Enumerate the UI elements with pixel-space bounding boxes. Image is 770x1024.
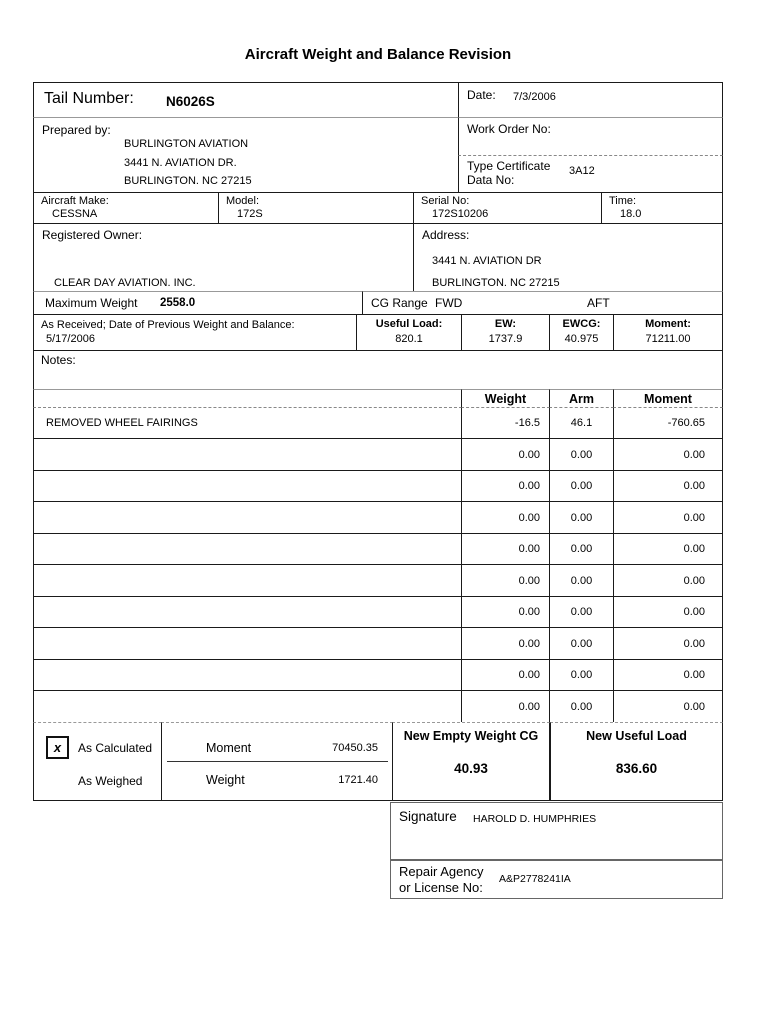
new-empty-weight-cg-label: New Empty Weight CG [403,729,539,743]
table-row-weight[interactable]: 0.00 [461,470,550,502]
table-row-arm[interactable]: 0.00 [549,659,614,691]
type-certificate-cell [458,156,723,193]
table-header-moment: Moment [613,389,723,408]
prepared-by-line2[interactable]: 3441 N. AVIATION DR. [124,157,237,169]
repair-agency-value[interactable]: A&P2778241IA [499,873,571,885]
ewcg-cell [549,314,614,351]
time-value[interactable]: 18.0 [620,208,642,220]
ewcg-label: EWCG: [562,318,601,330]
maximum-weight-value[interactable]: 2558.0 [160,297,196,309]
serial-value[interactable]: 172S10206 [432,208,489,220]
ewcg-value[interactable]: 40.975 [564,333,599,345]
work-order-cell [458,117,723,156]
new-useful-load-cell [550,722,723,801]
table-row-arm[interactable]: 0.00 [549,627,614,660]
table-row-description[interactable]: REMOVED WHEEL FAIRINGS [33,408,462,439]
table-row-arm[interactable]: 46.1 [549,408,614,439]
ew-value[interactable]: 1737.9 [488,333,523,345]
aircraft-make-label: Aircraft Make: [41,195,109,207]
table-row-moment[interactable]: 0.00 [613,470,723,502]
table-row-description[interactable] [33,533,462,565]
model-label: Model: [226,195,260,207]
time-label: Time: [609,195,637,207]
table-row-description[interactable] [33,470,462,502]
table-row-arm[interactable]: 0.00 [549,533,614,565]
date-cell [458,82,723,118]
repair-agency-label-line1: Repair Agency [399,864,484,879]
repair-agency-label-line2: or License No: [399,880,483,895]
calc-moment-label: Moment [206,741,252,755]
work-order-label: Work Order No: [467,122,551,136]
table-row-arm[interactable]: 0.00 [549,470,614,502]
new-empty-weight-cg-value[interactable]: 40.93 [454,761,488,776]
table-row-description[interactable] [33,596,462,628]
signature-value[interactable]: HAROLD D. HUMPHRIES [473,813,597,825]
address-cell [413,223,723,292]
prepared-by-line3[interactable]: BURLINGTON. NC 27215 [124,175,252,187]
as-received-date[interactable]: 5/17/2006 [46,333,95,345]
useful-load-value[interactable]: 820.1 [395,333,423,345]
notes-label: Notes: [41,353,76,367]
table-row-weight[interactable]: 0.00 [461,564,550,597]
maximum-weight-label: Maximum Weight [45,296,138,310]
table-row-moment[interactable]: 0.00 [613,596,723,628]
previous-moment-cell [613,314,723,351]
table-row-weight[interactable]: 0.00 [461,501,550,534]
table-row-moment[interactable]: 0.00 [613,438,723,471]
divider-line [167,761,388,762]
cg-range-label: CG Range [371,296,428,310]
repair-agency-cell [390,860,723,899]
aircraft-make-value[interactable]: CESSNA [52,208,98,220]
calc-weight-label: Weight [206,773,245,787]
table-header-description [33,389,462,408]
calc-moment-value[interactable]: 70450.35 [332,742,378,754]
date-label: Date: [467,88,496,102]
table-row-description[interactable] [33,627,462,660]
prepared-by-label: Prepared by: [42,123,111,137]
table-row-description[interactable] [33,564,462,597]
notes-cell[interactable] [33,350,723,390]
table-row-moment[interactable]: -760.65 [613,408,723,439]
maximum-weight-cell [33,291,363,315]
table-row-weight[interactable]: 0.00 [461,627,550,660]
prepared-by-cell [33,117,459,193]
table-row-weight[interactable]: 0.00 [461,659,550,691]
address-line2[interactable]: BURLINGTON. NC 27215 [432,277,560,289]
serial-label: Serial No: [421,195,470,207]
table-header-arm: Arm [549,389,614,408]
tail-number-cell [33,82,459,118]
new-useful-load-label: New Useful Load [586,729,687,743]
page-title: Aircraft Weight and Balance Revision [244,46,512,63]
table-row-arm[interactable]: 0.00 [549,501,614,534]
table-row-description[interactable] [33,690,462,723]
table-row-description[interactable] [33,659,462,691]
table-row-weight[interactable]: -16.5 [461,408,550,439]
registered-owner-cell [33,223,414,292]
previous-moment-value[interactable]: 71211.00 [645,333,691,345]
table-row-moment[interactable]: 0.00 [613,690,723,723]
table-row-moment[interactable]: 0.00 [613,501,723,534]
cg-aft-label: AFT [587,296,610,310]
as-received-cell [33,314,357,351]
calc-weight-value[interactable]: 1721.40 [338,774,378,786]
as-calculated-checkbox[interactable]: x [46,736,69,759]
table-row-arm[interactable]: 0.00 [549,690,614,723]
ew-label: EW: [494,318,517,330]
registered-owner-label: Registered Owner: [42,228,143,242]
registered-owner-value[interactable]: CLEAR DAY AVIATION. INC. [54,277,196,289]
as-received-label: As Received; Date of Previous Weight and Balance: [41,319,295,331]
signature-label: Signature [399,809,457,824]
tail-number-value[interactable]: N6026S [166,94,215,109]
table-row-moment[interactable]: 0.00 [613,533,723,565]
address-label: Address: [422,228,470,242]
date-value[interactable]: 7/3/2006 [513,91,556,103]
table-row-moment[interactable]: 0.00 [613,627,723,660]
time-cell [601,192,723,224]
table-row-description[interactable] [33,501,462,534]
prepared-by-line1[interactable]: BURLINGTON AVIATION [124,138,249,150]
model-value[interactable]: 172S [237,208,263,220]
signature-cell [390,802,723,860]
as-calculated-label: As Calculated [78,741,153,755]
model-cell [218,192,414,224]
address-line1[interactable]: 3441 N. AVIATION DR [432,255,542,267]
type-certificate-value[interactable]: 3A12 [569,165,595,177]
cg-fwd-label: FWD [435,296,463,310]
table-row-arm[interactable]: 0.00 [549,438,614,471]
tail-number-label: Tail Number: [44,90,134,107]
moment-weight-cell [161,722,393,801]
table-row-arm[interactable]: 0.00 [549,564,614,597]
aircraft-make-cell [33,192,219,224]
table-row-description[interactable] [33,438,462,471]
table-row-weight[interactable]: 0.00 [461,690,550,723]
serial-cell [413,192,602,224]
table-header-weight: Weight [461,389,550,408]
table-row-weight[interactable]: 0.00 [461,533,550,565]
type-certificate-label-line2: Data No: [467,173,515,187]
table-row-arm[interactable]: 0.00 [549,596,614,628]
useful-load-label: Useful Load: [375,318,443,330]
ew-cell [461,314,550,351]
calc-method-cell [33,722,162,801]
new-useful-load-value[interactable]: 836.60 [615,761,658,776]
table-row-moment[interactable]: 0.00 [613,659,723,691]
table-row-weight[interactable]: 0.00 [461,596,550,628]
type-certificate-label-line1: Type Certificate [467,159,551,173]
new-empty-weight-cg-cell [392,722,550,801]
previous-moment-label: Moment: [645,318,691,330]
useful-load-cell [356,314,462,351]
cg-range-cell [362,291,723,315]
table-row-moment[interactable]: 0.00 [613,564,723,597]
table-row-weight[interactable]: 0.00 [461,438,550,471]
as-weighed-label: As Weighed [78,774,143,788]
